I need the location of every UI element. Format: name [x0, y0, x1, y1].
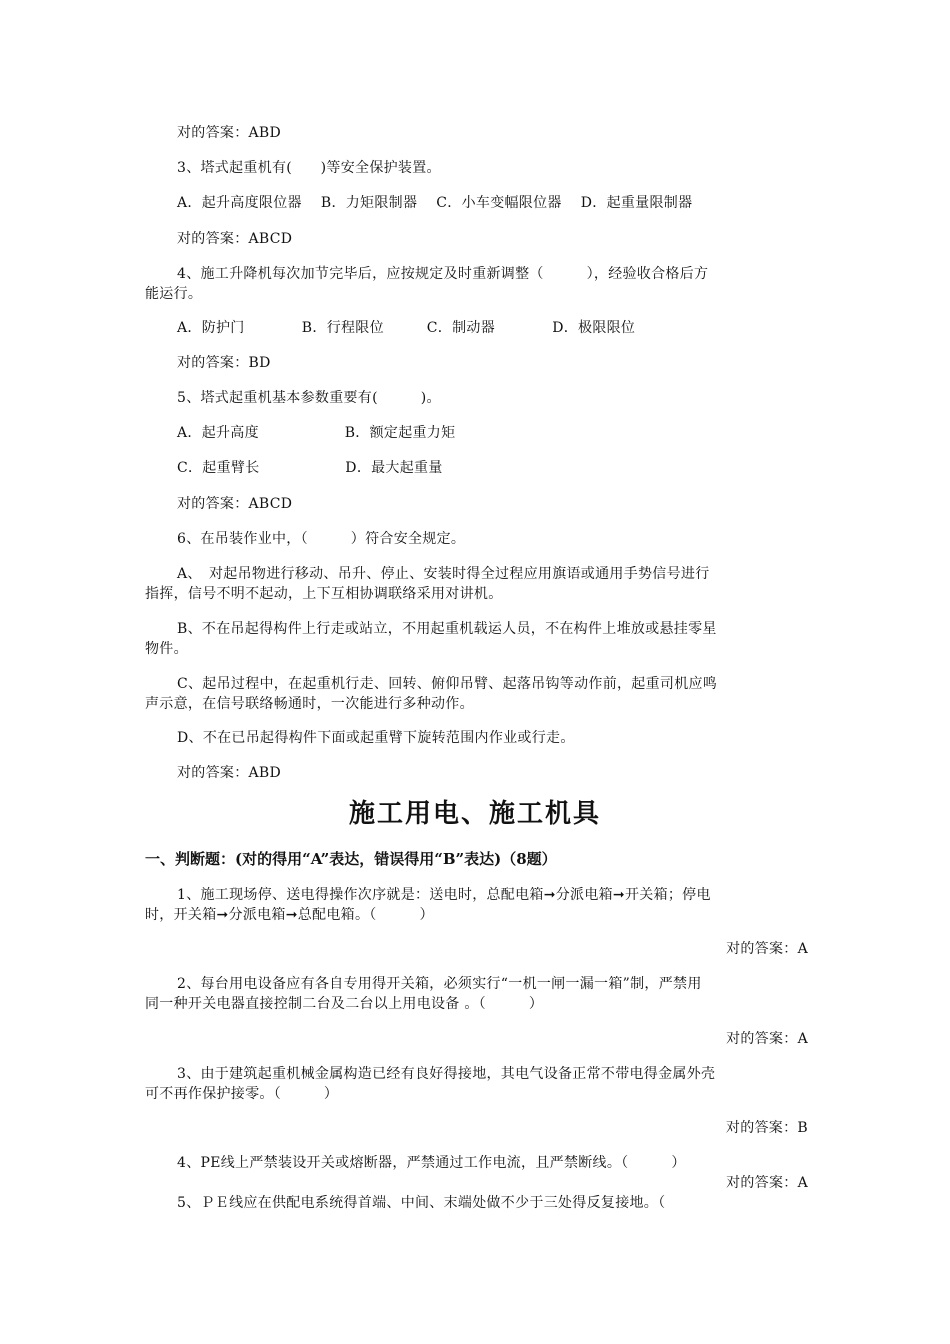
question-4-line2: 能运行。 — [145, 286, 203, 302]
judge-2-answer: 对的答案：A — [726, 1031, 808, 1047]
question-6-option-a-line1: A、 对起吊物进行移动、吊升、停止、安装时得全过程应用旗语或通用手势信号进行 — [177, 566, 710, 582]
judge-5: 5、ＰＥ线应在供配电系统得首端、中间、末端处做不少于三处得反复接地。（ — [177, 1195, 666, 1211]
question-6-option-b-line2: 物件。 — [145, 641, 188, 657]
judge-2-line1: 2、每台用电设备应有各自专用得开关箱，必须实行“一机一闸一漏一箱”制，严禁用 — [177, 976, 702, 992]
page-heading: 施工用电、施工机具 — [348, 799, 601, 829]
question-6-option-a-line2: 指挥，信号不明不起动，上下互相协调联络采用对讲机。 — [145, 586, 503, 602]
question-6-option-d: D、不在已吊起得构件下面或起重臂下旋转范围内作业或行走。 — [177, 730, 575, 746]
question-6-option-b-line1: B、不在吊起得构件上行走或站立，不用起重机载运人员，不在构件上堆放或悬挂零星 — [177, 621, 717, 637]
section-title: 一、判断题：(对的得用“A”表达，错误得用“B”表达)（8题） — [145, 850, 557, 868]
judge-1-line2: 时，开关箱➞分派电箱➞总配电箱。（ ） — [145, 907, 434, 923]
question-5-options-row1: A．起升高度 B．额定起重力矩 — [177, 425, 456, 441]
answer-q5: 对的答案：ABCD — [177, 496, 293, 512]
question-6: 6、在吊装作业中，（ ）符合安全规定。 — [177, 531, 466, 547]
judge-3-line2: 可不再作保护接零。（ ） — [145, 1086, 339, 1102]
answer-q4: 对的答案：BD — [177, 355, 271, 371]
judge-2-line2: 同一种开关电器直接控制二台及二台以上用电设备 。（ ） — [145, 996, 544, 1012]
judge-1-answer: 对的答案：A — [726, 941, 808, 957]
question-6-option-c-line1: C、起吊过程中，在起重机行走、回转、俯仰吊臂、起落吊钩等动作前，起重司机应鸣 — [177, 676, 718, 692]
judge-3-answer: 对的答案：B — [725, 1120, 808, 1136]
answer-q3: 对的答案：ABCD — [177, 231, 293, 247]
judge-1-line1: 1、施工现场停、送电得操作次序就是：送电时，总配电箱➞分派电箱➞开关箱；停电 — [177, 887, 711, 903]
judge-3-line1: 3、由于建筑起重机械金属构造已经有良好得接地，其电气设备正常不带电得金属外壳 — [177, 1066, 716, 1082]
question-3: 3、塔式起重机有( )等安全保护装置。 — [177, 160, 441, 176]
question-6-option-c-line2: 声示意，在信号联络畅通时，一次能进行多种动作。 — [145, 696, 474, 712]
judge-4: 4、PE线上严禁装设开关或熔断器，严禁通过工作电流，且严禁断线。（ ） — [177, 1155, 686, 1171]
question-5-options-row2: C．起重臂长 D．最大起重量 — [177, 460, 443, 476]
judge-4-answer: 对的答案：A — [726, 1175, 808, 1191]
answer-q6: 对的答案：ABD — [177, 765, 282, 781]
question-4-options: A．防护门 B．行程限位 C．制动器 D．极限限位 — [177, 320, 636, 336]
answer-q2: 对的答案：ABD — [177, 125, 282, 141]
question-4-line1: 4、施工升降机每次加节完毕后，应按规定及时重新调整（ ），经验收合格后方 — [177, 266, 709, 282]
question-5: 5、塔式起重机基本参数重要有( )。 — [177, 390, 441, 406]
question-3-options: A．起升高度限位器 B．力矩限制器 C．小车变幅限位器 D．起重量限制器 — [177, 195, 693, 211]
